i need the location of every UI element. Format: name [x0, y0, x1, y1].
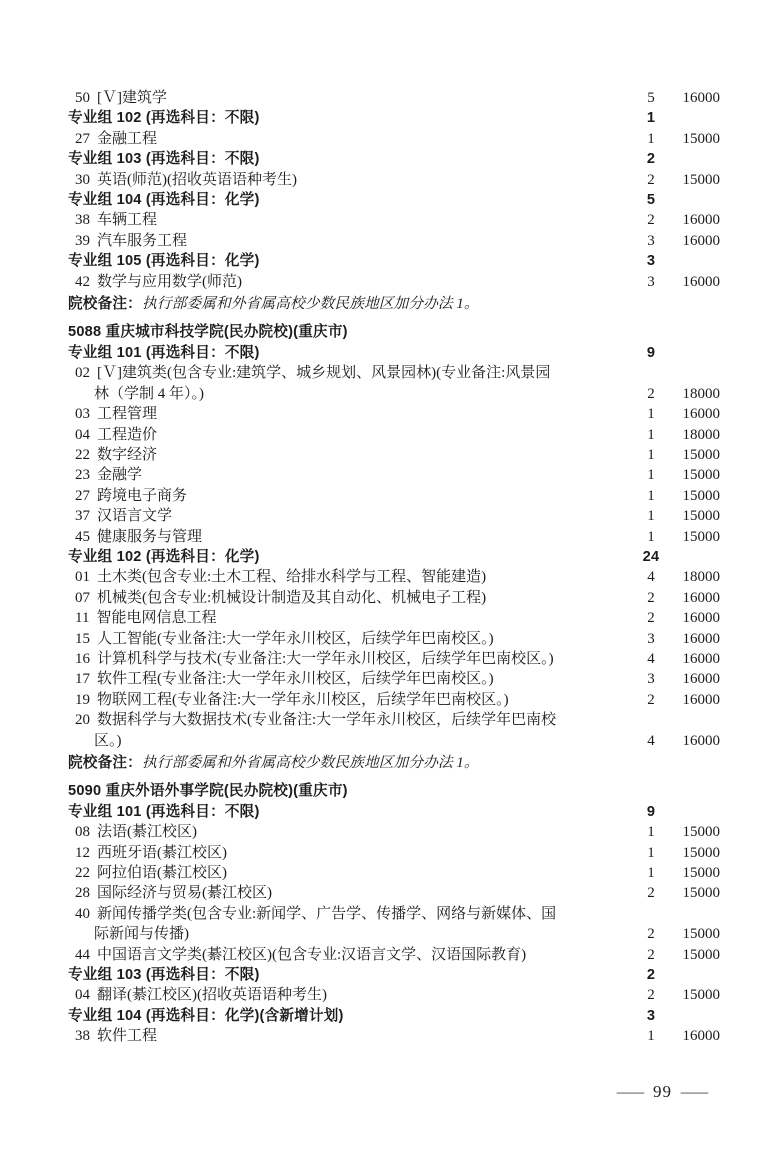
major-code: 19: [75, 691, 90, 708]
tuition-fee: 16000: [682, 732, 720, 749]
plan-count: 1: [647, 406, 655, 423]
group-row: [68, 251, 720, 271]
major-name: 38 软件工程: [68, 1026, 634, 1046]
footer-right-dash: —: [680, 1082, 709, 1101]
group-row: [68, 108, 720, 128]
group-header: 专业组 104 (再选科目：化学): [68, 192, 260, 209]
major-row: [68, 527, 720, 547]
plan-count: 1: [647, 844, 655, 861]
major-code: 12: [75, 844, 90, 861]
plan-count: 2: [647, 926, 655, 943]
tuition-fee: 15000: [682, 885, 720, 902]
major-name: 28 国际经济与贸易(綦江校区): [68, 883, 634, 903]
school-row: [68, 322, 720, 342]
plan-count: 1: [647, 426, 655, 443]
major-row: [68, 904, 720, 945]
major-code: 44: [75, 946, 90, 963]
tuition-fee: 16000: [682, 1028, 720, 1045]
tuition-fee: 18000: [682, 385, 720, 402]
plan-count: 3: [647, 671, 655, 688]
major-name: 22 数字经济: [68, 445, 634, 465]
major-code: 37: [75, 508, 90, 525]
tuition-fee: 15000: [682, 446, 720, 463]
tuition-fee: 16000: [682, 406, 720, 423]
major-name: 12 西班牙语(綦江校区): [68, 843, 634, 863]
tuition-fee: 15000: [682, 824, 720, 841]
major-name: 16 计算机科学与技术(专业备注:大一学年永川校区，后续学年巴南校区。): [68, 649, 634, 669]
major-row: [68, 669, 720, 689]
tuition-fee: 15000: [682, 528, 720, 545]
tuition-fee: 16000: [682, 90, 720, 106]
major-row: [68, 843, 720, 863]
major-code: 17: [75, 671, 90, 688]
major-name: 27 金融工程: [68, 129, 634, 149]
major-code: 04: [75, 426, 90, 443]
plan-count: 4: [647, 569, 655, 586]
plan-count: 1: [647, 865, 655, 882]
tuition-fee: 16000: [682, 589, 720, 606]
major-code: 08: [75, 824, 90, 841]
plan-count: 4: [647, 650, 655, 667]
major-name: 04 翻译(綦江校区)(招收英语语种考生): [68, 985, 634, 1005]
plan-count: 2: [646, 967, 656, 984]
major-code: 27: [75, 130, 90, 147]
plan-count: 2: [646, 151, 656, 168]
page-number: 99: [653, 1082, 672, 1101]
tuition-fee: 15000: [682, 844, 720, 861]
plan-count: 3: [647, 273, 655, 290]
tuition-fee: 15000: [682, 171, 720, 188]
major-code: 30: [75, 171, 90, 188]
major-code: 50: [75, 90, 90, 106]
major-name: 20 数据科学与大数据技术(专业备注:大一学年永川校区，后续学年巴南校 区。): [75, 712, 557, 749]
tuition-fee: 15000: [682, 865, 720, 882]
major-name: 42 数学与应用数学(师范): [68, 272, 634, 292]
page-footer: [608, 1082, 717, 1102]
major-code: 39: [75, 232, 90, 249]
major-name: 07 机械类(包含专业:机械设计制造及其自动化、机械电子工程): [68, 588, 634, 608]
major-row: [68, 945, 720, 965]
major-code: 22: [75, 446, 90, 463]
tuition-fee: 15000: [682, 946, 720, 963]
major-row: [68, 445, 720, 465]
major-row: [68, 883, 720, 903]
major-row: [68, 588, 720, 608]
tuition-fee: 16000: [682, 273, 720, 290]
footer-left-dash: —: [616, 1082, 645, 1101]
group-row: [68, 190, 720, 210]
major-row: [68, 425, 720, 445]
major-code: 22: [75, 865, 90, 882]
tuition-fee: 15000: [682, 508, 720, 525]
school-name: 5088 重庆城市科技学院(民办院校)(重庆市): [68, 324, 348, 341]
group-header: 专业组 102 (再选科目：化学): [68, 548, 260, 565]
tuition-fee: 15000: [682, 467, 720, 484]
plan-count: 2: [647, 589, 655, 606]
major-name: 45 健康服务与管理: [68, 527, 634, 547]
tuition-fee: 15000: [682, 987, 720, 1004]
major-code: 03: [75, 406, 90, 423]
major-code: 23: [75, 467, 90, 484]
plan-count: 2: [647, 212, 655, 229]
plan-count: 2: [647, 885, 655, 902]
major-row: [68, 822, 720, 842]
major-row: [68, 690, 720, 710]
tuition-fee: 15000: [682, 130, 720, 147]
plan-count: 2: [647, 610, 655, 627]
major-row: [68, 210, 720, 230]
major-code: 28: [75, 885, 90, 902]
catalog-table: [68, 88, 720, 1047]
major-row: [68, 710, 720, 751]
major-row: [68, 129, 720, 149]
plan-count: 1: [647, 508, 655, 525]
major-code: 40: [75, 905, 90, 922]
tuition-fee: 16000: [682, 212, 720, 229]
major-row: [68, 231, 720, 251]
major-row: [68, 465, 720, 485]
tuition-fee: 15000: [682, 926, 720, 943]
group-header: 专业组 101 (再选科目：不限): [68, 344, 260, 361]
major-row: [68, 985, 720, 1005]
major-name: 04 工程造价: [68, 425, 634, 445]
group-row: [68, 965, 720, 985]
major-name: 01 土木类(包含专业:土木工程、给排水科学与工程、智能建造): [68, 567, 634, 587]
plan-count: 1: [647, 1028, 655, 1045]
plan-count: 2: [647, 691, 655, 708]
major-code: 38: [75, 212, 90, 229]
major-name: 37 汉语言文学: [68, 506, 634, 526]
major-name: 19 物联网工程(专业备注:大一学年永川校区，后续学年巴南校区。): [68, 690, 634, 710]
major-name: 03 工程管理: [68, 404, 634, 424]
school-note: [68, 294, 634, 314]
plan-count: 1: [647, 467, 655, 484]
school-name: 5090 重庆外语外事学院(民办院校)(重庆市): [68, 783, 348, 800]
group-header: 专业组 105 (再选科目：化学): [68, 253, 260, 270]
school-row: [68, 781, 720, 801]
major-row: [68, 363, 720, 404]
major-name: 27 跨境电子商务: [68, 486, 634, 506]
plan-count: 3: [646, 253, 656, 270]
group-header: 专业组 103 (再选科目：不限): [68, 967, 260, 984]
group-row: [68, 149, 720, 169]
major-row: [68, 863, 720, 883]
major-code: 01: [75, 569, 90, 586]
plan-count: 2: [647, 171, 655, 188]
major-name: 02 [Ｖ]建筑类(包含专业:建筑学、城乡规划、风景园林)(专业备注:风景园 林（学制 4 年）。): [75, 365, 551, 402]
tuition-fee: 16000: [682, 630, 720, 647]
plan-count: 2: [647, 987, 655, 1004]
major-row: [68, 1026, 720, 1046]
major-row: [68, 567, 720, 587]
plan-count: 1: [647, 824, 655, 841]
major-name: 08 法语(綦江校区): [68, 822, 634, 842]
major-code: 07: [75, 589, 90, 606]
major-row: [68, 608, 720, 628]
major-name: 44 中国语言文学类(綦江校区)(包含专业:汉语言文学、汉语国际教育): [68, 945, 634, 965]
plan-count: 9: [646, 803, 656, 820]
group-header: 专业组 104 (再选科目：化学)(含新增计划): [68, 1007, 344, 1024]
group-header: 专业组 103 (再选科目：不限): [68, 151, 260, 168]
major-row: [68, 170, 720, 190]
note-row: [68, 753, 720, 773]
major-name: 38 车辆工程: [68, 210, 634, 230]
plan-count: 3: [646, 1007, 656, 1024]
major-code: 16: [75, 650, 90, 667]
plan-count: 2: [647, 946, 655, 963]
plan-count: 5: [646, 192, 656, 209]
group-row: [68, 343, 720, 363]
major-name: 15 人工智能(专业备注:大一学年永川校区，后续学年巴南校区。): [68, 629, 634, 649]
major-name: 39 汽车服务工程: [68, 231, 634, 251]
major-row: [68, 649, 720, 669]
group-row: [68, 547, 720, 567]
major-name: 11 智能电网信息工程: [68, 608, 634, 628]
major-code: 20: [75, 712, 90, 729]
major-code: 38: [75, 1028, 90, 1045]
group-header: 专业组 101 (再选科目：不限): [68, 803, 260, 820]
major-row: [68, 486, 720, 506]
major-name: 17 软件工程(专业备注:大一学年永川校区，后续学年巴南校区。): [68, 669, 634, 689]
note-row: [68, 294, 720, 314]
plan-count: 5: [647, 90, 655, 106]
major-name: 22 阿拉伯语(綦江校区): [68, 863, 634, 883]
major-code: 42: [75, 273, 90, 290]
plan-count: 1: [646, 110, 656, 127]
major-code: 27: [75, 487, 90, 504]
major-row: [68, 506, 720, 526]
major-row: [68, 88, 720, 108]
major-code: 45: [75, 528, 90, 545]
major-code: 11: [75, 610, 90, 627]
plan-count: 1: [647, 487, 655, 504]
tuition-fee: 16000: [682, 610, 720, 627]
tuition-fee: 16000: [682, 650, 720, 667]
plan-count: 1: [647, 528, 655, 545]
tuition-fee: 16000: [682, 232, 720, 249]
plan-count: 3: [647, 232, 655, 249]
note-label: 院校备注：: [68, 755, 142, 771]
major-code: 04: [75, 987, 90, 1004]
major-code: 15: [75, 630, 90, 647]
plan-count: 3: [647, 630, 655, 647]
tuition-fee: 15000: [682, 487, 720, 504]
tuition-fee: 16000: [682, 671, 720, 688]
tuition-fee: 16000: [682, 691, 720, 708]
group-header: 专业组 102 (再选科目：不限): [68, 110, 260, 127]
tuition-fee: 18000: [682, 426, 720, 443]
plan-count: 1: [647, 446, 655, 463]
note-text: 执行部委属和外省属高校少数民族地区加分办法 1。: [141, 755, 479, 771]
note-text: 执行部委属和外省属高校少数民族地区加分办法 1。: [141, 296, 479, 313]
major-name: 23 金融学: [68, 465, 634, 485]
note-label: 院校备注：: [68, 296, 142, 313]
tuition-fee: 18000: [682, 569, 720, 586]
major-code: 02: [75, 365, 90, 382]
plan-count: 2: [647, 385, 655, 402]
major-name: 50 [Ｖ]建筑学: [68, 88, 634, 108]
group-row: [68, 1006, 720, 1026]
plan-count: 1: [647, 130, 655, 147]
major-row: [68, 404, 720, 424]
plan-count: 9: [646, 344, 656, 361]
plan-count: 4: [647, 732, 655, 749]
school-note: [68, 753, 634, 773]
group-row: [68, 802, 720, 822]
major-row: [68, 629, 720, 649]
major-name: 40 新闻传播学类(包含专业:新闻学、广告学、传播学、网络与新媒体、国 际新闻与传播): [75, 905, 557, 943]
plan-count: 24: [642, 548, 660, 565]
major-row: [68, 272, 720, 292]
major-name: 30 英语(师范)(招收英语语种考生): [68, 170, 634, 190]
